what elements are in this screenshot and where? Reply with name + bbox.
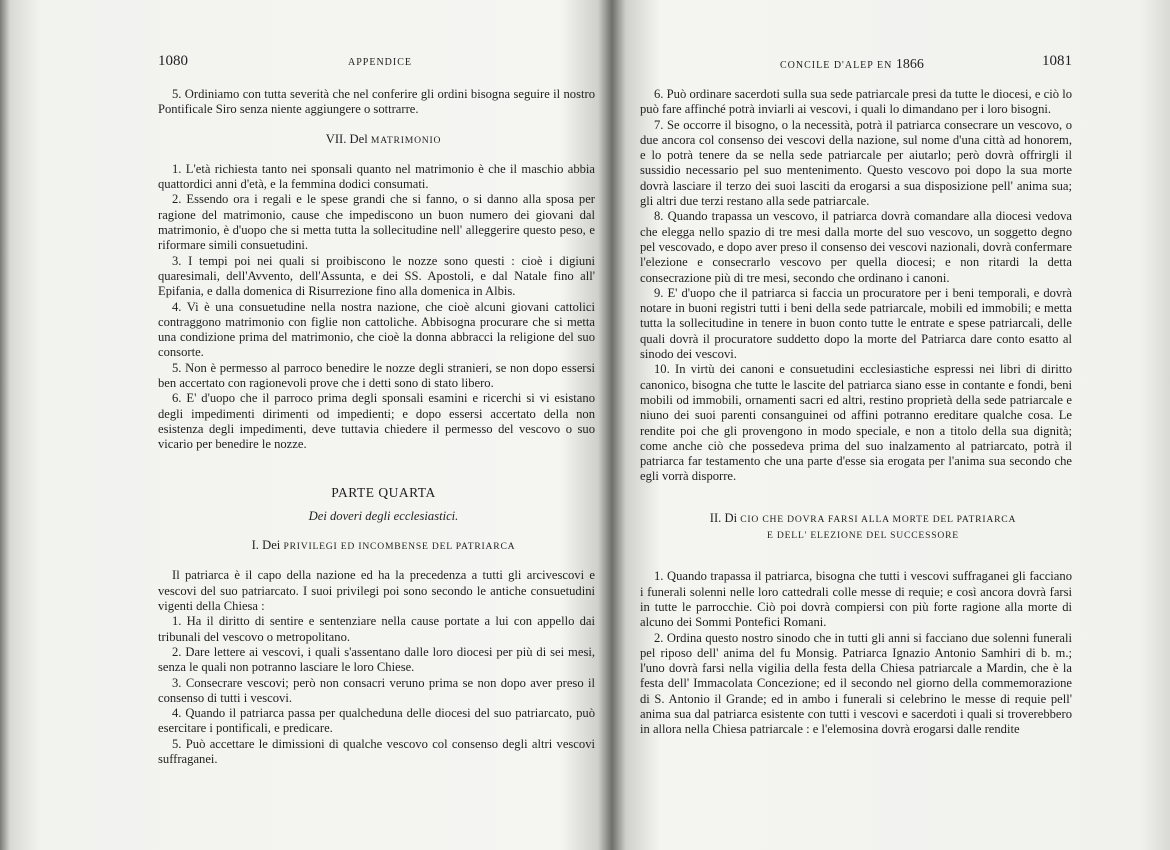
right-page-body — [640, 87, 1072, 738]
part-title: PARTE QUARTA — [331, 484, 436, 500]
section-heading-ii-line2 — [640, 527, 1072, 543]
paragraph: 1. Ha il diritto di sentire e sentenziare nella cause portate a lui con appello dai tribunali del vescovo o metropolitano. — [158, 614, 595, 644]
running-head — [780, 57, 924, 73]
part-subtitle: Dei doveri degli ecclesiastici. — [308, 508, 459, 523]
right-page-header — [640, 53, 1072, 73]
paragraph: 5. Non è permesso al parroco benedire le nozze degli stranieri, se non dopo essersi ben accertato con ragionevoli prove che i detti sono di stato libero. — [158, 360, 595, 391]
paragraph: 8. Quando trapassa un vescovo, il patriarca dovrà comandare alla diocesi vedova che elegga nello spazio di tre mesi dalla morte del suo vescovo, un soggetto degno pel vescovado, e dopo aver preso il consenso dei vescovi nazionali, dovrà confermare l'elezione e consecrarlo vescovo per quella diocesi; e non ritardi la detta consecrazione più di tre mesi, secondo che ordinano i canoni. — [640, 209, 1072, 285]
paragraph: 2. Essendo ora i regali e le spese grandi che si fanno, o si danno alla sposa per ragione del matrimonio, cause che impediscono un buon numero dei giovani dal matrimonio, è d'uopo che si metta tutta la sollecitudine nell' alleggerire questo peso, e riformare simili consuetudini. — [158, 192, 595, 253]
section-title-line2: E DELL' ELEZIONE DEL SUCCESSORE — [767, 530, 959, 542]
section-heading-vii — [158, 132, 595, 148]
paragraph: Il patriarca è il capo della nazione ed ha la precedenza a tutti gli arcivescovi e vescovi del suo patriarcato. I suoi privilegi poi sono secondo le antiche consuetudini vigenti della Chiesa : — [158, 568, 595, 614]
paragraph: 10. In virtù dei canoni e consuetudini ecclesiastiche espressi nei libri di diritto canonico, bisogna che tutte le lascite del patriarca siano esse in contante e fondi, beni mobili od immobili, ornamenti sacri ed altri, restino proprietà della sede patriarcale e niuno dei suoi parenti consanguinei od affini potranno ereditare qualche cosa. Le rendite poi che gli provengono in modo speciale, e non a titolo della sua dignità; come anche ciò che possedeva prima del suo inalzamento al patriarcato, potrà il patriarca far testamento che una parte d'esse sia erogata per l'anima sua secondo che egli vorrà disporre. — [640, 362, 1072, 484]
left-page-body — [158, 87, 595, 767]
paragraph: 1. L'età richiesta tanto nei sponsali quanto nel matrimonio è che il maschio abbia quattordici anni d'età, e la femmina dodici consumati. — [158, 161, 595, 192]
page-number: 1080 — [158, 53, 188, 69]
section-numeral: VII. — [325, 131, 347, 146]
paragraph: 5. Può accettare le dimissioni di qualche vescovo col consenso degli altri vescovi suffraganei. — [158, 736, 595, 766]
section-lead: Del — [349, 131, 368, 146]
section-numeral: I. — [251, 538, 259, 553]
paragraph: 2. Dare lettere ai vescovi, i quali s'assentano dalle loro diocesi per più di sei mesi, senza le quali non potranno lasciare le loro Chiese. — [158, 644, 595, 675]
section-lead: Di — [724, 510, 738, 525]
paragraph: 1. Quando trapassa il patriarca, bisogna che tutti i vescovi suffraganei gli facciano i funerali solenni nelle loro cattedrali colle messe di requie; e così ancora dovrà farsi in tutte le parrocchie. Ciò poi dovrà compiersi con più forte ragione alla morte di alcuno dei Sommi Pontefici Romani. — [640, 569, 1072, 630]
right-page — [640, 0, 1072, 850]
left-page — [158, 0, 595, 850]
section-numeral: II. — [709, 510, 722, 525]
running-head-text: CONCILE D'ALEP EN — [780, 60, 893, 71]
left-page-header — [158, 53, 595, 73]
section-heading-ii — [640, 511, 1072, 527]
paragraph: 9. E' d'uopo che il patriarca si faccia un procuratore per i beni temporali, e dovrà notare in buoni registri tutti i beni della sede patriarcale, mobili ed immobili; e metta tutta la sollecitudine in tenere in buon conto tutte le entrate e spese patriarcali, delle quali dovrà il procuratore suddetto dopo la morte del Patriarca dare conto esatto al sinodo dei vescovi. — [640, 285, 1072, 362]
paragraph: 5. Ordiniamo con tutta severità che nel conferire gli ordini bisogna seguire il nostro Pontificale Siro senza niente aggiungere o sottrarre. — [158, 87, 595, 117]
paragraph: 4. Quando il patriarca passa per qualcheduna delle diocesi del suo patriarcato, può esercitare i pontificali, e predicare. — [158, 706, 595, 736]
running-head: APPENDICE — [348, 57, 413, 68]
paragraph: 2. Ordina questo nostro sinodo che in tutti gli anni si facciano due solenni funerali pel riposo dell' anima del fu Monsig. Patriarca Ignazio Antonio Samhiri di b. m.; l'uno dovrà farsi nella vigilia della festa della Chiesa patriarcale a Mardin, che è la festa dell' Immacolata Concezione; ed il secondo nel giorno della commemorazione di S. Antonio il Grande; ed in ambo i funerali si celebrino le messe di requie pell' anima sua dal patriarca esistente con tutti i vescovi e sacerdoti i quali si troverebbero in allora nella Chiesa patriarcale : e l'elemosina dovrà erogarsi dalle rendite — [640, 630, 1072, 737]
paragraph: 7. Se occorre il bisogno, o la necessità, potrà il patriarca consecrare un vescovo, o due ancora col consenso dei vescovi della nazione, sul nome d'una città ad honorem, e lo potrà tenere da se nella sede patriarcale per aiutarlo; però dovrà offrirgli il sussidio necessario pel suo mentenimento. Questo vescovo poi dopo la sua morte dovrà lasciare il terzo dei suoi lasciti da erogarsi a sua disposizione pell' anima sua; gli altri due terzi restano alla sede patriarcale. — [640, 117, 1072, 209]
paragraph: 6. Può ordinare sacerdoti sulla sua sede patriarcale presi da tutte le diocesi, e ciò lo può fare affinché potrà inviarli ai vescovi, i quali lo dimandano per i loro bisogni. — [640, 87, 1072, 117]
section-title-line1: CIO CHE DOVRA FARSI ALLA MORTE DEL PATRIARCA — [740, 513, 1017, 525]
paragraph: 4. Vi è una consuetudine nella nostra nazione, che cioè alcuni giovani cattolici contraggono matrimonio con figlie non cattoliche. Abbisogna procurare che si metta una condizione prima del matrimonio, che cioè la donna abbracci la religione del suo consorte. — [158, 299, 595, 360]
page-number: 1081 — [1042, 53, 1072, 69]
running-head-year: 1866 — [895, 57, 924, 72]
section-title: PRIVILEGI ED INCOMBENSE DEL PATRIARCA — [283, 541, 516, 553]
paragraph: 3. Consecrare vescovi; però non consacri veruno prima se non dopo aver preso il consenso di tutti i vescovi. — [158, 675, 595, 705]
paragraph: 3. I tempi poi nei quali si proibiscono le nozze sono questi : cioè i digiuni quaresimali, dell'Avvento, dell'Assunta, e dei SS. Apostoli, e dal Natale fino all' Epifania, e dalla domenica di Risurrezione fino alla domenica in Albis. — [158, 253, 595, 299]
section-heading-i — [158, 538, 595, 554]
paragraph: 6. E' d'uopo che il parroco prima degli sponsali esamini e ricerchi si vi esistano degli impedimenti dirimenti od impedienti; e dopo essersi accertato della non esistenza degli impedimenti, deve tuttavia chiedere il permesso del vescovo o suo vicario per benedire le nozze. — [158, 391, 595, 452]
section-lead: Dei — [262, 538, 281, 553]
section-title: MATRIMONIO — [370, 134, 442, 146]
